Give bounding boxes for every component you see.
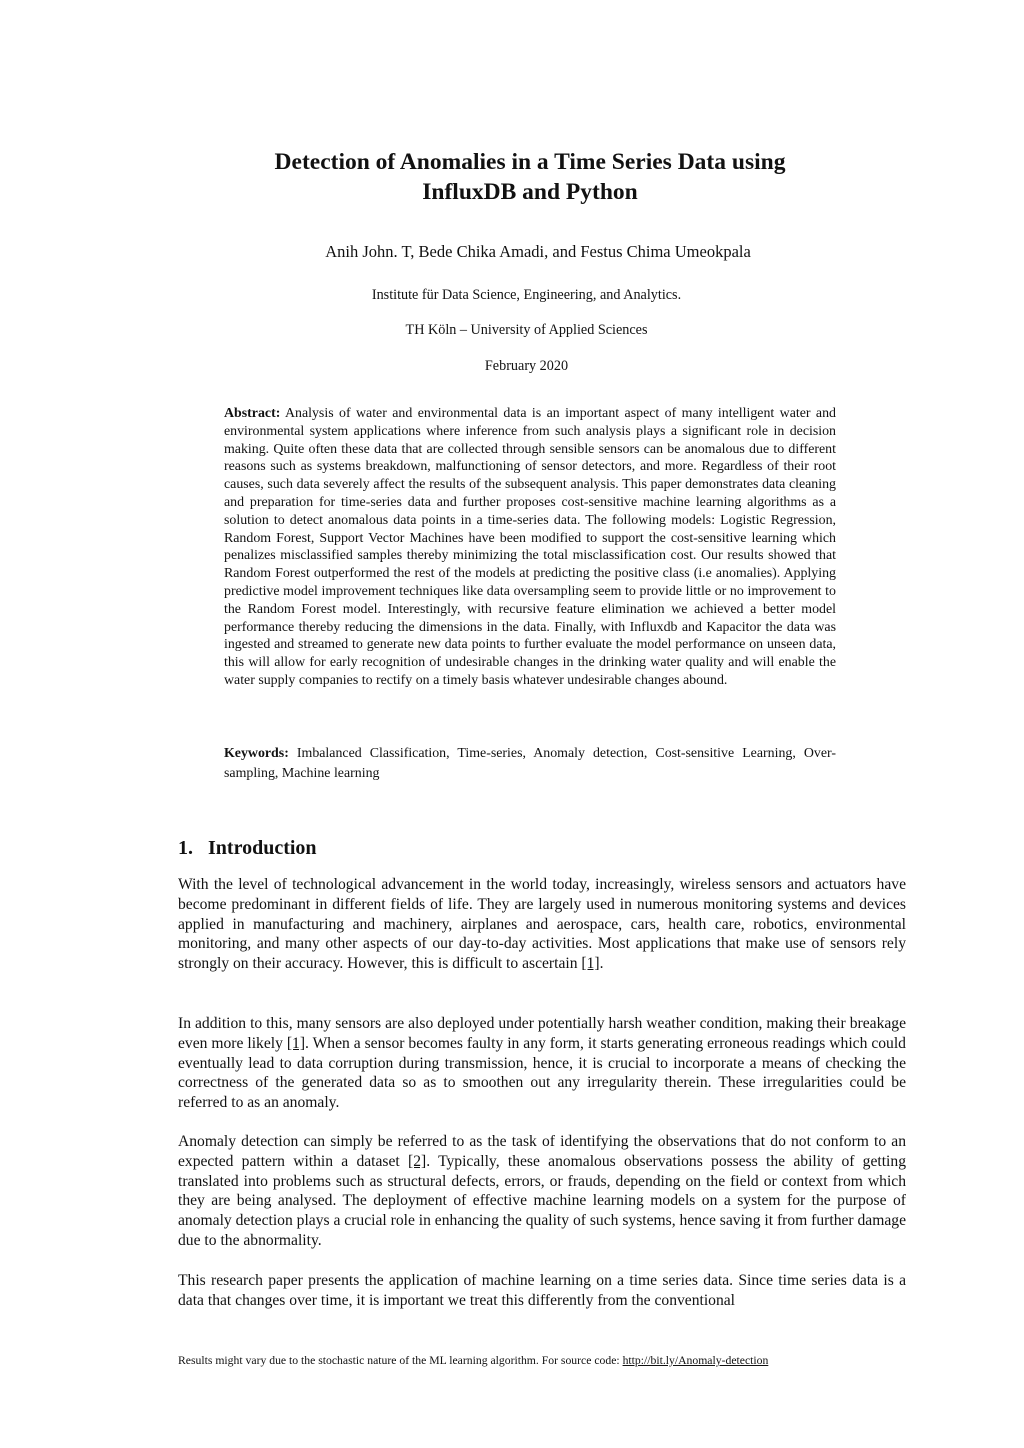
paragraph-text: . When a sensor becomes faulty in any form, it starts generating erroneous readings which could eventually lead to data corruption during transmission, hence, it is crucial to incorporate a means of checking the correctness of the generated data so as to smoothen out any irregularity therein. These irregularities could be referred to as an anomaly. [178, 1034, 906, 1112]
section-heading-introduction [178, 835, 317, 861]
paper-title-line-1: Detection of Anomalies in a Time Series Data using [274, 149, 786, 175]
affiliation-institute: Institute für Data Science, Engineering, and Analytics. [371, 287, 682, 303]
paragraph-text: Anomaly detection can simply be referred to as the task of identifying the observations that do not conform to an expected pattern within a dataset [178, 1133, 906, 1170]
keywords [224, 744, 836, 783]
footnote-text: Results might vary due to the stochastic nature of the ML learning algorithm. For source code: [178, 1354, 623, 1367]
intro-paragraph-3 [178, 1132, 906, 1251]
paragraph-text: With the level of technological advancement in the world today, increasingly, wireless sensors and actuators have become predominant in different fields of life. They are largely used in numerous monitoring systems and devices applied in manufacturing and machinery, airplanes and aerospace, cars, health care, robotics, environmental monitoring, and many other aspects of our day-to-day activities. Most applications that make use of sensors rely strongly on their accuracy. However, this is difficult to ascertain [178, 876, 906, 973]
citation-link[interactable]: [1] [286, 1034, 306, 1052]
abstract-label: Abstract: [224, 406, 281, 421]
footnote [178, 1353, 906, 1369]
paragraph-text: In addition to this, many sensors are also deployed under potentially harsh weather condition, making their breakage even more likely [178, 1015, 906, 1052]
citation-link[interactable]: [1] [581, 955, 600, 973]
citation-link[interactable]: [2] [408, 1152, 427, 1170]
intro-paragraph-2 [178, 1014, 906, 1113]
intro-paragraph-1 [178, 875, 906, 974]
source-code-link[interactable]: http://bit.ly/Anomaly-detection [622, 1354, 769, 1367]
paper-title [0, 147, 1024, 207]
keywords-label: Keywords: [224, 746, 289, 761]
affiliation-university: TH Köln – University of Applied Sciences [405, 322, 648, 338]
publication-date: February 2020 [484, 358, 569, 374]
section-title: Introduction [208, 837, 317, 859]
paragraph-text: . [599, 955, 604, 973]
author-list: Anih John. T, Bede Chika Amadi, and Festus Chima Umeokpala [325, 242, 751, 261]
section-number: 1. [178, 837, 193, 859]
paper-title-line-2: InfluxDB and Python [422, 179, 638, 205]
intro-paragraph-4: This research paper presents the application of machine learning on a time series data. Since time series data is a data that changes over time, it is important we treat this differently from the conventional [178, 1272, 906, 1309]
abstract [224, 405, 836, 690]
keywords-text: Imbalanced Classification, Time-series, Anomaly detection, Cost-sensitive Learning, Over-sampling, Machine learning [224, 746, 836, 781]
abstract-text: Analysis of water and environmental data is an important aspect of many intelligent water and environmental system applications where inference from such analysis plays a significant role in decision making. Quite often these data that are collected through sensible sensors can be anomalous due to different reasons such as systems breakdown, malfunctioning of sensor detectors, and more. Regardless of their root causes, such data severely affect the results of the subsequent analysis. This paper demonstrates data cleaning and preparation for time-series data and further proposes cost-sensitive machine learning algorithms as a solution to detect anomalous data points in a time-series data. The following models: Logistic Regression, Random Forest, Support Vector Machines have been modified to support the cost-sensitive learning which penalizes misclassified samples thereby minimizing the total misclassification cost. Our results showed that Random Forest outperformed the rest of the models at predicting the positive class (i.e anomalies). Applying predictive model improvement techniques like data oversampling seem to provide little or no improvement to the Random Forest model. Interestingly, with recursive feature elimination we achieved a better model performance thereby reducing the dimensions in the data. Finally, with Influxdb and Kapacitor the data was ingested and streamed to generate new data points to further evaluate the model performance on unseen data, this will allow for early recognition of undesirable changes in the drinking water quality and will enable the water supply companies to rectify on a timely basis whatever undesirable changes abound. [224, 406, 836, 688]
paragraph-text: . Typically, these anomalous observations possess the ability of getting translated into problems such as structural defects, errors, or frauds, depending on the field or context from which they are being analysed. The deployment of effective machine learning models on a system for the purpose of anomaly detection plays a crucial role in enhancing the quality of such systems, hence saving it from further damage due to the abnormality. [178, 1152, 906, 1249]
